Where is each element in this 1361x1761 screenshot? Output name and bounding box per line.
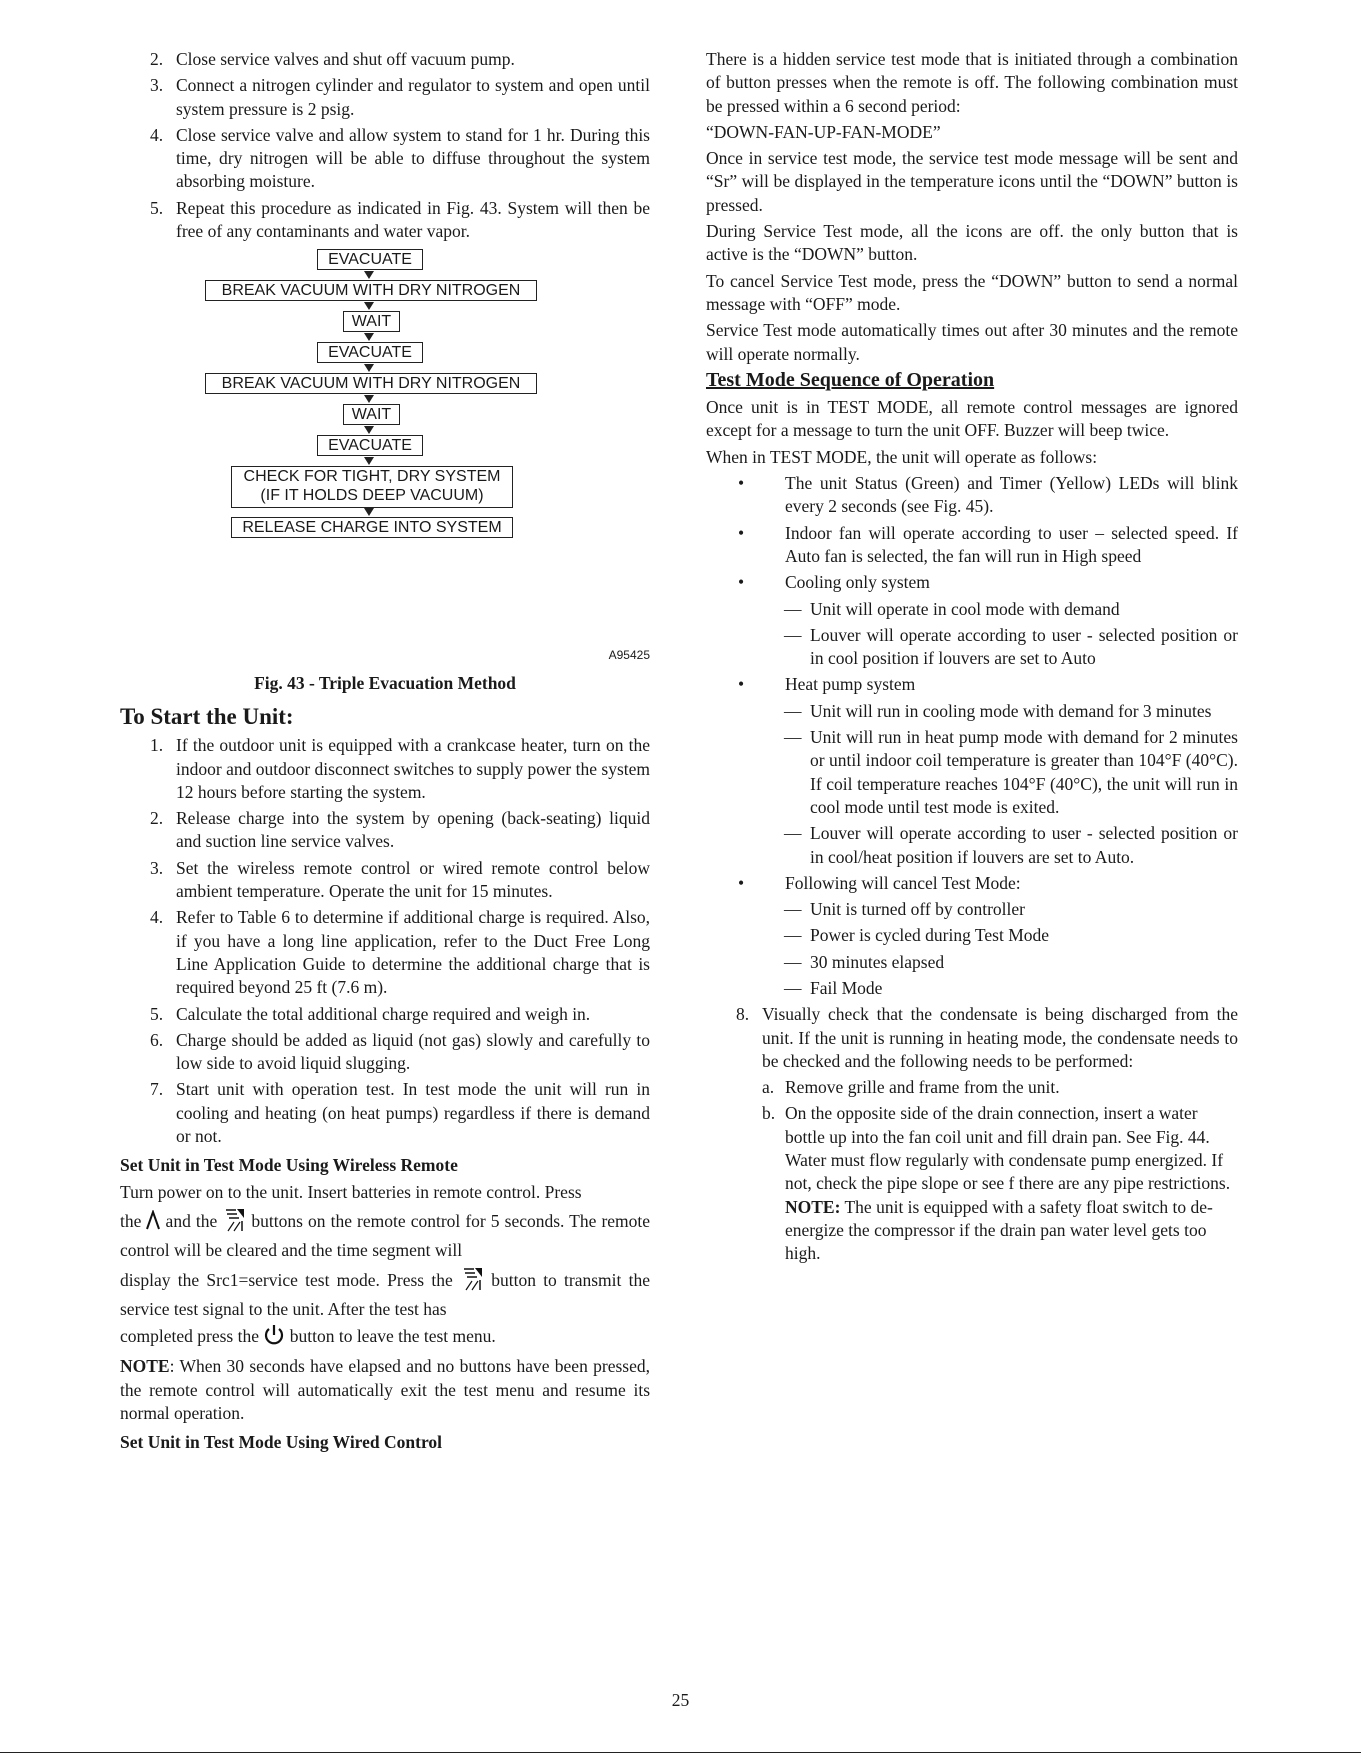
- list-item: • Following will cancel Test Mode:: [738, 872, 1021, 893]
- start-unit-steps: [120, 734, 650, 1148]
- triple-evacuation-flowchart: [120, 249, 650, 644]
- list-item: b. On the opposite side of the drain connection, insert a water bottle up into the fan coil unit and fill drain pan. See Fig. 44. Water must flow regularly with condensate pump energized. If not, check the pipe slope or see f there are any pipe restrictions. NOTE: The unit is equipped with a safety float switch to de-energize the compressor if the drain pan water level gets too high.: [762, 1103, 1231, 1264]
- list-item: — Unit will run in heat pump mode with demand for 2 minutes or until indoor coil temperature is greater than 104°F (40°C). If coil temperature reaches 104°F (40°C), the unit will run in cool mode until test mode is exited.: [784, 727, 1238, 817]
- arrow-down-icon: [364, 508, 374, 516]
- list-item: 4. Refer to Table 6 to determine if additional charge is required. Also, if you have a long line application, refer to the Duct Free Long Line Application Guide to determine the additional charge that is required beyond 25 ft (7.6 m).: [150, 907, 650, 998]
- list-item: 5. Repeat this procedure as indicated in Fig. 43. System will then be free of any contaminants and water vapor.: [150, 197, 650, 242]
- list-item: 6. Charge should be added as liquid (not gas) slowly and carefully to low side to avoid liquid slugging.: [150, 1029, 650, 1074]
- flow-box-break-vacuum-1: BREAK VACUUM WITH DRY NITROGEN: [205, 280, 537, 301]
- condensate-step: [706, 1003, 1238, 1073]
- section-heading-test-mode-sequence: Test Mode Sequence of Operation: [706, 368, 995, 391]
- right-column: [706, 48, 1238, 1269]
- list-item: 2. Close service valves and shut off vacuum pump.: [150, 49, 515, 69]
- arrow-down-icon: [364, 271, 374, 279]
- flow-box-wait-2: WAIT: [343, 404, 400, 425]
- paragraph: display the Src1=service test mode. Press the button to transmit the service test signal to the unit. After the test has: [120, 1266, 650, 1322]
- list-item: — Louver will operate according to user - selected position or in cool/heat position if louvers are set to Auto.: [784, 823, 1238, 867]
- list-item: • Cooling only system: [738, 572, 930, 593]
- list-item: — 30 minutes elapsed: [784, 951, 945, 972]
- arrow-down-icon: [364, 395, 374, 403]
- list-item: 3. Connect a nitrogen cylinder and regulator to system and open until system pressure is 2 psig.: [150, 75, 650, 119]
- flow-box-check-system: [231, 466, 513, 508]
- paragraph: the and the buttons on the remote control for 5 seconds. The remote control will be cleared and the time segment will: [120, 1207, 650, 1263]
- flow-box-wait-1: WAIT: [343, 311, 400, 332]
- list-item: • Indoor fan will operate according to user – selected speed. If Auto fan is selected, the fan will run in High speed: [738, 522, 1238, 566]
- flow-box-check-line2: (IF IT HOLDS DEEP VACUUM): [260, 487, 484, 505]
- paragraph: There is a hidden service test mode that is initiated through a combination of button presses when the remote is off. The following combination must be pressed within a 6 second period:: [706, 49, 1238, 116]
- subheading-wireless-remote: Set Unit in Test Mode Using Wireless Remote: [120, 1155, 458, 1176]
- paragraph: Once in service test mode, the service test mode message will be sent and “Sr” will be displayed in the temperature icons until the “DOWN” button is pressed.: [706, 148, 1238, 215]
- arrow-down-icon: [364, 364, 374, 372]
- evacuation-steps: [120, 48, 650, 243]
- figure-caption: Fig. 43 - Triple Evacuation Method: [254, 672, 516, 693]
- list-item: — Unit will operate in cool mode with demand: [784, 598, 1120, 619]
- section-heading-start-unit: To Start the Unit:: [120, 703, 294, 729]
- up-caret-icon: [146, 1210, 160, 1236]
- subheading-wired-control: Set Unit in Test Mode Using Wired Control: [120, 1432, 443, 1453]
- list-item: 5. Calculate the total additional charge required and weigh in.: [150, 1003, 591, 1024]
- arrow-down-icon: [364, 302, 374, 310]
- paragraph: Turn power on to the unit. Insert batteries in remote control. Press: [120, 1181, 582, 1202]
- arrow-down-icon: [364, 333, 374, 341]
- paragraph: When in TEST MODE, the unit will operate as follows:: [706, 446, 1098, 467]
- footer-rule: [0, 1752, 1361, 1753]
- flow-box-evacuate-3: EVACUATE: [317, 435, 423, 456]
- note-paragraph: NOTE: When 30 seconds have elapsed and no buttons have been pressed, the remote control will automatically exit the test menu and resume its normal operation.: [120, 1356, 650, 1423]
- left-column: [120, 48, 650, 1458]
- page-number: 25: [671, 1690, 690, 1710]
- figure-id: A95425: [608, 648, 650, 663]
- arrow-down-icon: [364, 457, 374, 465]
- list-item: 7. Start unit with operation test. In test mode the unit will run in cooling and heating (on heat pumps) regardless if there is demand or not.: [150, 1079, 650, 1147]
- arrow-down-icon: [364, 426, 374, 434]
- flow-box-evacuate-2: EVACUATE: [317, 342, 423, 363]
- list-item: 3. Set the wireless remote control or wired remote control below ambient temperature. Operate the unit for 15 minutes.: [150, 857, 650, 902]
- list-item: 8. Visually check that the condensate is being discharged from the unit. If the unit is running in heating mode, the condensate needs to be checked and the following needs to be performed:: [736, 1004, 1238, 1071]
- fan-swing-icon: [222, 1207, 246, 1239]
- paragraph: completed press the button to leave the test menu.: [120, 1324, 650, 1352]
- button-sequence: “DOWN-FAN-UP-FAN-MODE”: [706, 121, 941, 142]
- flow-box-evacuate-1: EVACUATE: [317, 249, 423, 270]
- paragraph: During Service Test mode, all the icons are off. the only button that is active is the “DOWN” button.: [706, 221, 1238, 265]
- list-item: — Fail Mode: [784, 977, 883, 998]
- list-item: a. Remove grille and frame from the unit.: [762, 1077, 1060, 1098]
- flow-box-release-charge: RELEASE CHARGE INTO SYSTEM: [231, 517, 513, 538]
- paragraph: To cancel Service Test mode, press the “DOWN” button to send a normal message with “OFF” mode.: [706, 270, 1238, 314]
- list-item: 1. If the outdoor unit is equipped with a crankcase heater, turn on the indoor and outdoor disconnect switches to supply power the system 12 hours before starting the system.: [150, 735, 650, 802]
- paragraph: Service Test mode automatically times out after 30 minutes and the remote will operate normally.: [706, 320, 1238, 364]
- power-icon: [263, 1324, 285, 1352]
- list-item: • The unit Status (Green) and Timer (Yellow) LEDs will blink every 2 seconds (see Fig. 45).: [738, 473, 1238, 517]
- list-item: — Unit is turned off by controller: [784, 899, 1025, 920]
- flow-box-check-line1: CHECK FOR TIGHT, DRY SYSTEM: [243, 468, 501, 486]
- list-item: 4. Close service valve and allow system to stand for 1 hr. During this time, dry nitrogen will be able to diffuse throughout the system absorbing moisture.: [150, 124, 650, 192]
- list-item: — Louver will operate according to user - selected position or in cool position if louvers are set to Auto: [784, 624, 1238, 669]
- fan-swing-icon: [460, 1266, 484, 1298]
- list-item: — Power is cycled during Test Mode: [784, 925, 1050, 946]
- paragraph: Once unit is in TEST MODE, all remote control messages are ignored except for a message to turn the unit OFF. Buzzer will beep twice.: [706, 397, 1238, 441]
- list-item: — Unit will run in cooling mode with demand for 3 minutes: [784, 700, 1212, 721]
- flow-box-break-vacuum-2: BREAK VACUUM WITH DRY NITROGEN: [205, 373, 537, 394]
- list-item: 2. Release charge into the system by opening (back-seating) liquid and suction line service valves.: [150, 808, 650, 852]
- list-item: • Heat pump system: [738, 674, 916, 695]
